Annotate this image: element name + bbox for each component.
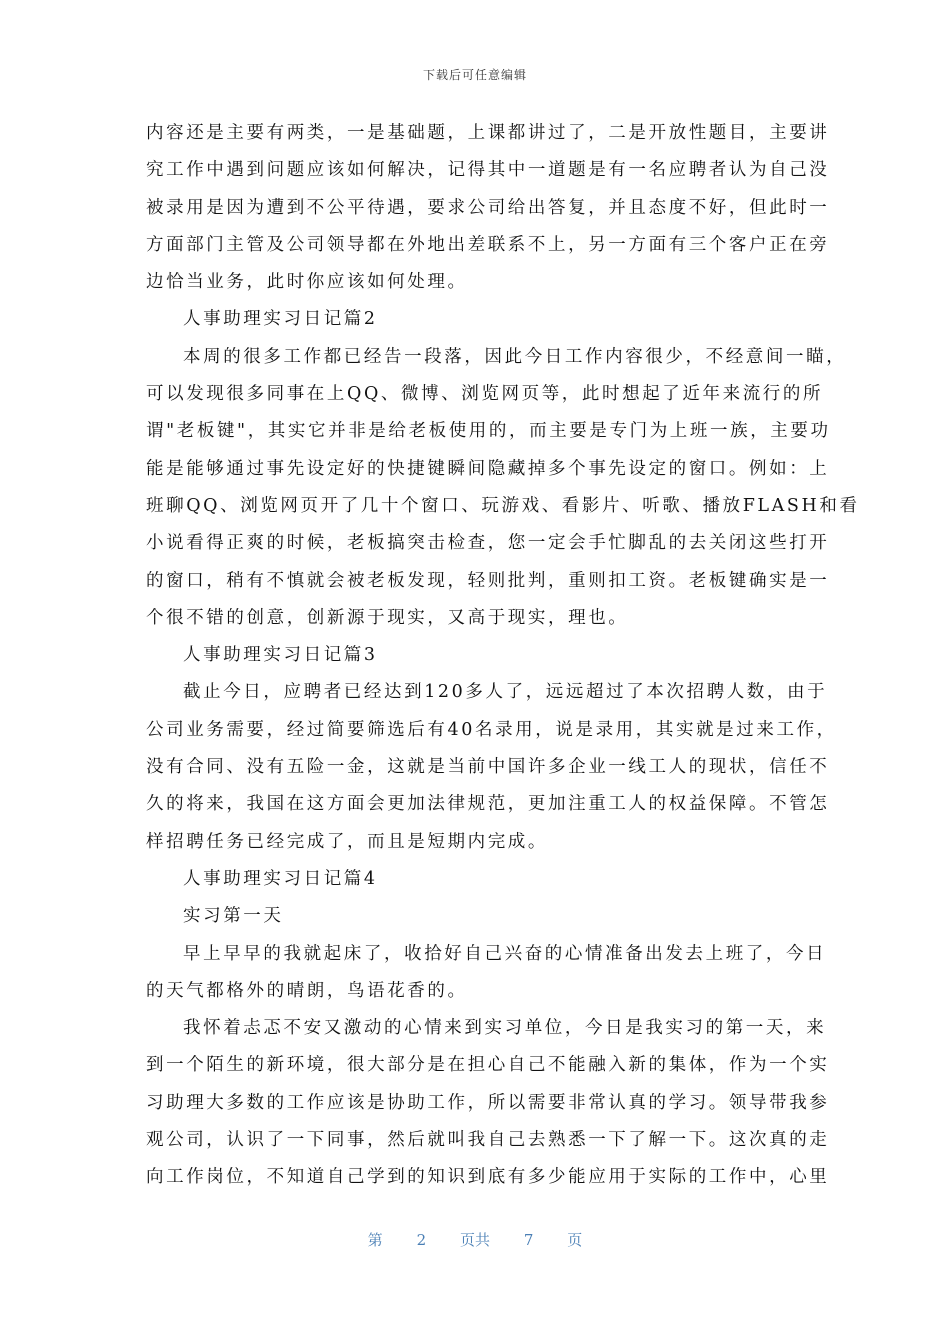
text-line: 观公司，认识了一下同事，然后就叫我自己去熟悉一下了解一下。这次真的走 xyxy=(146,1130,830,1151)
text-line: 没有合同、没有五险一金，这就是当前中国许多企业一线工人的现状，信任不 xyxy=(146,757,830,778)
text-line: 可以发现很多同事在上QQ、微博、浏览网页等，此时想起了近年来流行的所 xyxy=(146,384,824,405)
footer-total-pages: 7 xyxy=(523,1231,534,1249)
text-line: 样招聘任务已经完成了，而且是短期内完成。 xyxy=(146,831,548,852)
text-line: 截止今日，应聘者已经达到120多人了，远远超过了本次招聘人数，由于 xyxy=(183,682,828,703)
text-line: 久的将来，我国在这方面会更加法律规范，更加注重工人的权益保障。不管怎 xyxy=(146,794,830,815)
page-header: 下载后可任意编辑 xyxy=(422,68,527,82)
text-line: 方面部门主管及公司领导都在外地出差联系不上，另一方面有三个客户正在旁 xyxy=(146,234,830,255)
text-line: 个很不错的创意，创新源于现实，又高于现实，理也。 xyxy=(146,607,629,628)
text-line: 实习第一天 xyxy=(183,906,284,927)
text-line: 的天气都格外的晴朗，鸟语花香的。 xyxy=(146,980,468,1001)
text-line: 人事助理实习日记篇4 xyxy=(183,868,378,889)
text-line: 谓"老板键"，其实它并非是给老板使用的，而主要是专门为上班一族，主要功 xyxy=(146,421,831,442)
text-line: 向工作岗位，不知道自己学到的知识到底有多少能应用于实际的工作中，心里 xyxy=(146,1167,830,1188)
text-line: 班聊QQ、浏览网页开了几十个窗口、玩游戏、看影片、听歌、播放FLASH和看 xyxy=(146,495,860,516)
text-line: 人事助理实习日记篇2 xyxy=(183,309,378,330)
text-line: 到一个陌生的新环境，很大部分是在担心自己不能融入新的集体，作为一个实 xyxy=(146,1055,830,1076)
text-line: 能是能够通过事先设定好的快捷键瞬间隐藏掉多个事先设定的窗口。例如：上 xyxy=(146,458,830,479)
text-line: 我怀着忐忑不安又激动的心情来到实习单位，今日是我实习的第一天，来 xyxy=(183,1018,827,1039)
footer-current-page: 2 xyxy=(416,1231,427,1249)
text-line: 被录用是因为遭到不公平待遇，要求公司给出答复，并且态度不好，但此时一 xyxy=(146,197,830,218)
document-body xyxy=(146,115,860,1197)
page-footer xyxy=(0,1229,950,1250)
text-line: 公司业务需要，经过简要筛选后有40名录用，说是录用，其实就是过来工作， xyxy=(146,719,837,740)
text-line: 人事助理实习日记篇3 xyxy=(183,645,378,666)
text-line: 边恰当业务，此时你应该如何处理。 xyxy=(146,272,468,293)
text-line: 究工作中遇到问题应该如何解决，记得其中一道题是有一名应聘者认为自己没 xyxy=(146,160,830,181)
text-line: 本周的很多工作都已经告一段落，因此今日工作内容很少，不经意间一瞄， xyxy=(183,346,847,367)
text-line: 内容还是主要有两类，一是基础题，上课都讲过了，二是开放性题目，主要讲 xyxy=(146,123,830,143)
text-line: 的窗口，稍有不慎就会被老板发现，轻则批判，重则扣工资。老板键确实是一 xyxy=(146,570,830,591)
footer-prefix: 第 xyxy=(367,1231,383,1249)
footer-suffix: 页 xyxy=(567,1231,583,1249)
text-line: 小说看得正爽的时候，老板搞突击检查，您一定会手忙脚乱的去关闭这些打开 xyxy=(146,533,830,554)
text-line: 早上早早的我就起床了，收拾好自己兴奋的心情准备出发去上班了，今日 xyxy=(183,943,827,964)
footer-middle: 页共 xyxy=(459,1231,490,1249)
text-line: 习助理大多数的工作应该是协助工作，所以需要非常认真的学习。领导带我参 xyxy=(146,1092,830,1113)
